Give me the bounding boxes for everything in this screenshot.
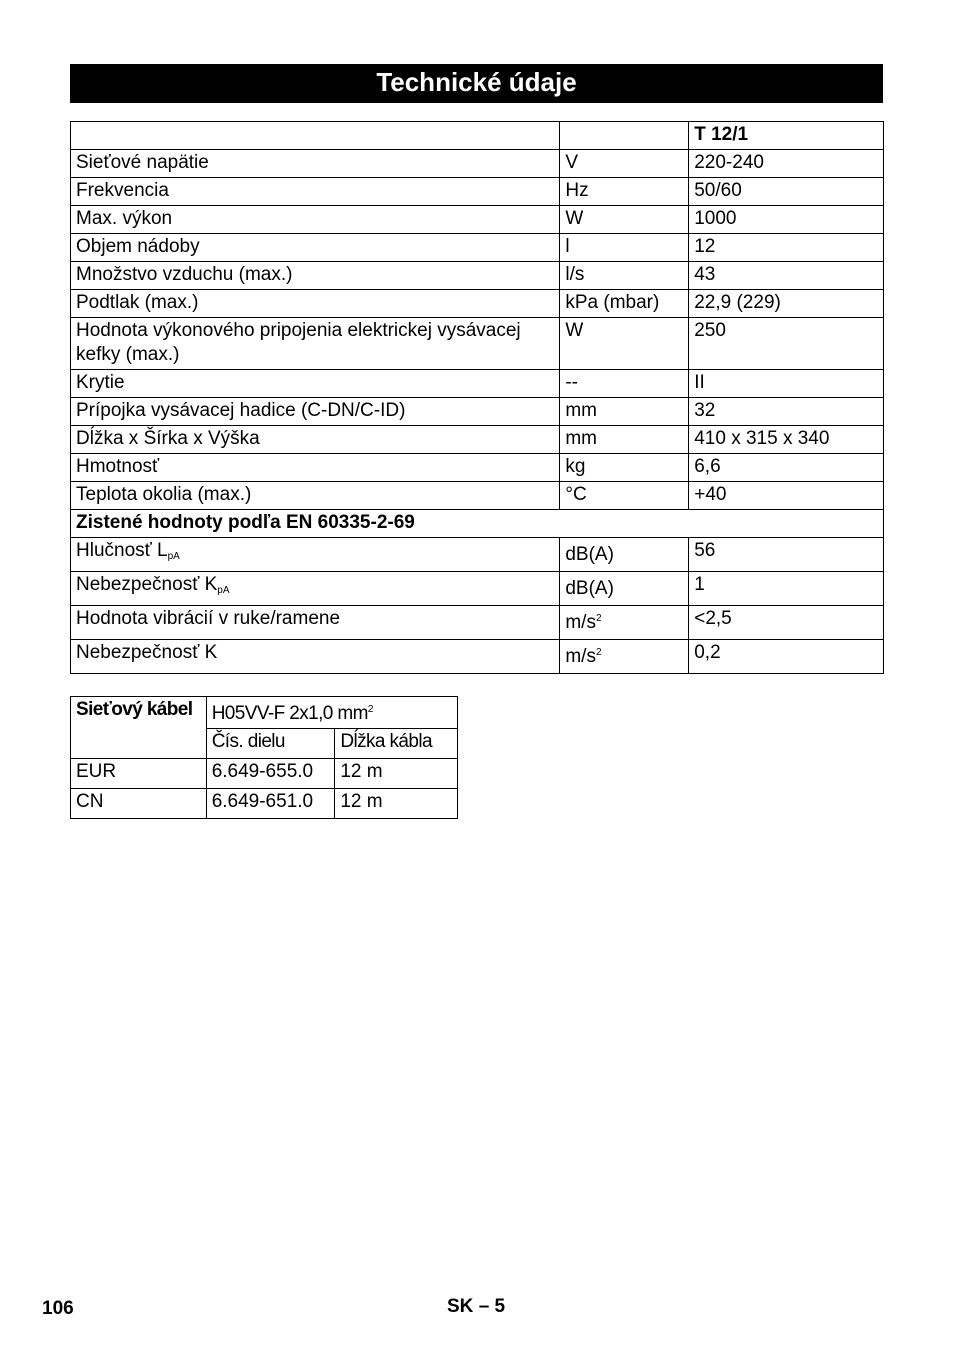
- page-footer-section: [447, 1296, 505, 1318]
- row-unit-text: m/s: [565, 612, 596, 633]
- row-value: 22,9 (229): [689, 290, 884, 318]
- row-label: Objem nádoby: [71, 234, 560, 262]
- row-label-text: Hlučnosť L: [76, 540, 168, 561]
- section-number: – 5: [478, 1296, 506, 1317]
- cable-type: [206, 697, 457, 729]
- row-label: Hmotnosť: [71, 454, 560, 482]
- row-unit: --: [560, 370, 689, 398]
- row-label: Sieťové napätie: [71, 150, 560, 178]
- table-row: [71, 150, 884, 178]
- row-value: 32: [689, 398, 884, 426]
- row-label: Krytie: [71, 370, 560, 398]
- part-number: 6.649-655.0: [206, 759, 335, 789]
- row-label-text: Nebezpečnosť K: [76, 642, 218, 663]
- row-unit-superscript: 2: [595, 613, 602, 624]
- row-unit: mm: [560, 426, 689, 454]
- table-row: [71, 398, 884, 426]
- table-row: [71, 318, 884, 370]
- row-value: 50/60: [689, 178, 884, 206]
- row-unit: [560, 640, 689, 674]
- table-row: [71, 234, 884, 262]
- cable-length-header: Dĺžka kábla: [335, 729, 458, 759]
- power-cable-table: [70, 696, 458, 819]
- row-value: 250: [689, 318, 884, 370]
- table-header-row: [71, 122, 884, 150]
- table-row: [71, 482, 884, 510]
- row-label: Frekvencia: [71, 178, 560, 206]
- row-label-text: Hodnota vibrácií v ruke/ramene: [76, 608, 341, 629]
- row-unit: mm: [560, 398, 689, 426]
- row-unit: kPa (mbar): [560, 290, 689, 318]
- row-value: <2,5: [689, 606, 884, 640]
- table-row: [71, 789, 458, 819]
- cable-length: 12 m: [335, 759, 458, 789]
- page-title: Technické údaje: [70, 64, 883, 103]
- row-value: II: [689, 370, 884, 398]
- table-row: [71, 454, 884, 482]
- language-code: SK: [447, 1296, 474, 1317]
- table-row: [71, 640, 884, 674]
- cable-label: Sieťový kábel: [71, 697, 207, 759]
- row-label: [71, 606, 560, 640]
- row-unit-text: dB(A): [565, 578, 614, 599]
- row-value: 1: [689, 572, 884, 606]
- row-value: 410 x 315 x 340: [689, 426, 884, 454]
- row-label: [71, 640, 560, 674]
- table-row: [71, 572, 884, 606]
- row-value: 12: [689, 234, 884, 262]
- row-unit: l: [560, 234, 689, 262]
- row-label: [71, 572, 560, 606]
- table-row: [71, 262, 884, 290]
- row-unit-text: m/s: [565, 646, 596, 667]
- row-unit: W: [560, 318, 689, 370]
- row-unit: W: [560, 206, 689, 234]
- table-row: [71, 426, 884, 454]
- part-number: 6.649-651.0: [206, 789, 335, 819]
- row-label-subscript: pA: [167, 551, 180, 562]
- model-header: T 12/1: [689, 122, 884, 150]
- table-row: [71, 178, 884, 206]
- row-label: [71, 538, 560, 572]
- row-label: Podtlak (max.): [71, 290, 560, 318]
- table-row: [71, 538, 884, 572]
- row-unit: l/s: [560, 262, 689, 290]
- row-label: Dĺžka x Šírka x Výška: [71, 426, 560, 454]
- row-label: Teplota okolia (max.): [71, 482, 560, 510]
- section-heading: Zistené hodnoty podľa EN 60335-2-69: [71, 510, 884, 538]
- row-label-text: Nebezpečnosť K: [76, 574, 218, 595]
- row-unit: V: [560, 150, 689, 178]
- row-value: +40: [689, 482, 884, 510]
- table-row: [71, 606, 884, 640]
- row-unit: [560, 572, 689, 606]
- row-value: 1000: [689, 206, 884, 234]
- row-unit: °C: [560, 482, 689, 510]
- row-unit: kg: [560, 454, 689, 482]
- cable-type-superscript: 2: [367, 704, 373, 715]
- row-label: Prípojka vysávacej hadice (C-DN/C-ID): [71, 398, 560, 426]
- table-row: [71, 206, 884, 234]
- row-label-subscript: pA: [217, 585, 230, 596]
- row-label: Max. výkon: [71, 206, 560, 234]
- row-label: Množstvo vzduchu (max.): [71, 262, 560, 290]
- row-value: 6,6: [689, 454, 884, 482]
- row-value: 43: [689, 262, 884, 290]
- row-unit: [560, 538, 689, 572]
- table-row: [71, 759, 458, 789]
- region: EUR: [71, 759, 207, 789]
- row-unit-superscript: 2: [595, 647, 602, 658]
- cable-length: 12 m: [335, 789, 458, 819]
- table-row: [71, 370, 884, 398]
- row-unit-text: dB(A): [565, 544, 614, 565]
- row-value: 220-240: [689, 150, 884, 178]
- table-row: [71, 290, 884, 318]
- row-label: Hodnota výkonového pripojenia elektrickej vysávacej kefky (max.): [71, 318, 560, 370]
- page-number: 106: [42, 1298, 74, 1319]
- row-value: 56: [689, 538, 884, 572]
- row-value: 0,2: [689, 640, 884, 674]
- region: CN: [71, 789, 207, 819]
- row-unit: [560, 606, 689, 640]
- technical-data-table: [70, 121, 884, 674]
- cable-type-row: [71, 697, 458, 729]
- row-unit: Hz: [560, 178, 689, 206]
- cable-type-text: H05VV-F 2x1,0 mm: [211, 703, 368, 724]
- part-number-header: Čís. dielu: [206, 729, 335, 759]
- section-heading-row: [71, 510, 884, 538]
